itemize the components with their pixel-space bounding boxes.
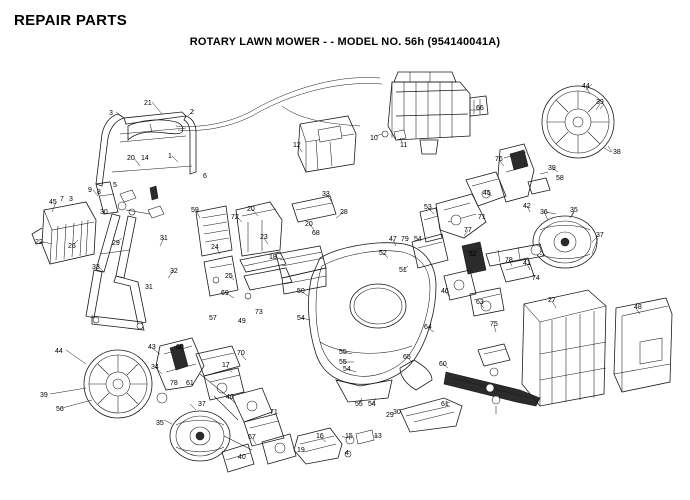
lower-center-parts bbox=[294, 428, 378, 464]
callout-number: 31 bbox=[160, 235, 168, 242]
callout-number: 20 bbox=[247, 206, 255, 213]
callout-number: 21 bbox=[144, 100, 152, 107]
callout-number: 31 bbox=[145, 284, 153, 291]
blade-assembly bbox=[400, 344, 540, 432]
callout-number: 77 bbox=[464, 227, 472, 234]
control-box bbox=[298, 116, 356, 172]
callout-number: 71 bbox=[478, 214, 486, 221]
callout-number: 56 bbox=[56, 406, 64, 413]
callout-number: 39 bbox=[40, 392, 48, 399]
callout-number: 68 bbox=[312, 230, 320, 237]
callout-number: 57 bbox=[209, 315, 217, 322]
grass-bag-left bbox=[32, 202, 96, 264]
callout-number: 44 bbox=[55, 348, 63, 355]
handle-assembly bbox=[86, 112, 252, 330]
wheel-right-lower bbox=[533, 212, 598, 268]
callout-number: 28 bbox=[340, 209, 348, 216]
callout-number: 5 bbox=[113, 182, 117, 189]
callout-number: 54 bbox=[343, 366, 351, 373]
callout-number: 54 bbox=[297, 315, 305, 322]
callout-number: 18 bbox=[269, 254, 277, 261]
callout-number: 2 bbox=[190, 109, 194, 116]
callout-number: 37 bbox=[198, 401, 206, 408]
model-subtitle: ROTARY LAWN MOWER - - MODEL NO. 56h (954140041A) bbox=[189, 36, 501, 48]
callout-number: 33 bbox=[92, 264, 100, 271]
callout-number: 11 bbox=[400, 142, 408, 149]
callout-number: 44 bbox=[582, 83, 590, 90]
callout-number: 46 bbox=[441, 288, 449, 295]
callout-number: 29 bbox=[386, 412, 394, 419]
callout-number: 7 bbox=[60, 196, 64, 203]
chute-baffle bbox=[276, 246, 326, 294]
callout-number: 30 bbox=[100, 209, 108, 216]
callout-number: 47 bbox=[389, 236, 397, 243]
engine-assembly bbox=[250, 72, 488, 154]
callout-number: 38 bbox=[613, 149, 621, 156]
page-title: REPAIR PARTS bbox=[14, 12, 128, 29]
callout-number: 14 bbox=[141, 155, 149, 162]
callout-number: 13 bbox=[374, 433, 382, 440]
callout-number: 22 bbox=[35, 239, 43, 246]
callout-number: 42 bbox=[523, 203, 531, 210]
wheel-right-upper bbox=[542, 84, 614, 158]
grass-catcher-bag bbox=[522, 290, 672, 406]
callout-number: 40 bbox=[226, 394, 234, 401]
callout-number: 79 bbox=[401, 236, 409, 243]
callout-number: 58 bbox=[556, 175, 564, 182]
callout-number: 20 bbox=[127, 155, 135, 162]
callout-number: 30 bbox=[393, 409, 401, 416]
callout-number: 27 bbox=[548, 297, 556, 304]
callout-number: 35 bbox=[156, 420, 164, 427]
callout-number: 39 bbox=[548, 165, 556, 172]
callout-number: 51 bbox=[399, 267, 407, 274]
callout-number: 61 bbox=[186, 380, 194, 387]
callout-number: 61 bbox=[441, 401, 449, 408]
callout-number: 76 bbox=[495, 156, 503, 163]
callout-number: 55 bbox=[355, 401, 363, 408]
callout-number: 55 bbox=[339, 359, 347, 366]
callout-number: 63 bbox=[476, 299, 484, 306]
callout-number: 54 bbox=[368, 401, 376, 408]
callout-number: 43 bbox=[148, 344, 156, 351]
callout-number: 75 bbox=[490, 321, 498, 328]
callout-number: 73 bbox=[255, 309, 263, 316]
callout-number: 4 bbox=[345, 450, 349, 457]
callout-number: 9 bbox=[88, 187, 92, 194]
callout-number: 16 bbox=[316, 433, 324, 440]
wheel-left-lower bbox=[50, 350, 152, 418]
callout-number: 70 bbox=[237, 350, 245, 357]
callout-number: 1 bbox=[168, 153, 172, 160]
callout-number: 26 bbox=[68, 243, 76, 250]
callout-number: 24 bbox=[211, 244, 219, 251]
callout-number: 10 bbox=[370, 135, 378, 142]
callout-number: 60 bbox=[439, 361, 447, 368]
callout-number: 67 bbox=[248, 434, 256, 441]
callout-number: 50 bbox=[297, 288, 305, 295]
callout-number: 78 bbox=[170, 380, 178, 387]
callout-number: 19 bbox=[297, 447, 305, 454]
callout-number: 29 bbox=[112, 240, 120, 247]
callout-number: 6 bbox=[203, 173, 207, 180]
callout-number: 15 bbox=[345, 433, 353, 440]
callout-number: 41 bbox=[523, 260, 531, 267]
callout-number: 40 bbox=[238, 454, 246, 461]
callout-number: 72 bbox=[231, 214, 239, 221]
callout-number: 35 bbox=[570, 207, 578, 214]
callout-number: 34 bbox=[151, 364, 159, 371]
callout-number: 37 bbox=[596, 232, 604, 239]
callout-number: 74 bbox=[532, 275, 540, 282]
callout-number: 36 bbox=[540, 209, 548, 216]
callout-number: 64 bbox=[424, 324, 432, 331]
callout-number: 78 bbox=[505, 257, 513, 264]
callout-number: 20 bbox=[305, 221, 313, 228]
callout-number: 39 bbox=[596, 99, 604, 106]
callout-number: 3 bbox=[109, 110, 113, 117]
callout-number: 71 bbox=[270, 409, 278, 416]
callout-number: 33 bbox=[322, 191, 330, 198]
callout-number: 55 bbox=[339, 349, 347, 356]
callout-number: 62 bbox=[469, 251, 477, 258]
callout-number: 59 bbox=[191, 207, 199, 214]
wheel-left-small bbox=[164, 411, 230, 461]
callout-number: 49 bbox=[238, 318, 246, 325]
callout-number: 45 bbox=[49, 199, 57, 206]
callout-number: 25 bbox=[225, 273, 233, 280]
mower-deck bbox=[309, 243, 436, 402]
callout-number: 8 bbox=[97, 189, 101, 196]
callout-number: 23 bbox=[260, 234, 268, 241]
callout-number: 32 bbox=[170, 268, 178, 275]
axle-rod-assembly bbox=[444, 242, 544, 316]
parts-diagram bbox=[0, 54, 690, 500]
callout-number: 53 bbox=[424, 204, 432, 211]
callout-number: 17 bbox=[222, 362, 230, 369]
callout-number: 54 bbox=[414, 236, 422, 243]
callout-number: 60 bbox=[176, 344, 184, 351]
callout-number: 45 bbox=[483, 190, 491, 197]
callout-number: 66 bbox=[476, 105, 484, 112]
callout-number: 69 bbox=[221, 290, 229, 297]
callout-number: 52 bbox=[379, 250, 387, 257]
callout-number: 48 bbox=[634, 304, 642, 311]
callout-number: 12 bbox=[293, 142, 301, 149]
callout-number: 65 bbox=[403, 354, 411, 361]
callout-number: 3 bbox=[69, 196, 73, 203]
